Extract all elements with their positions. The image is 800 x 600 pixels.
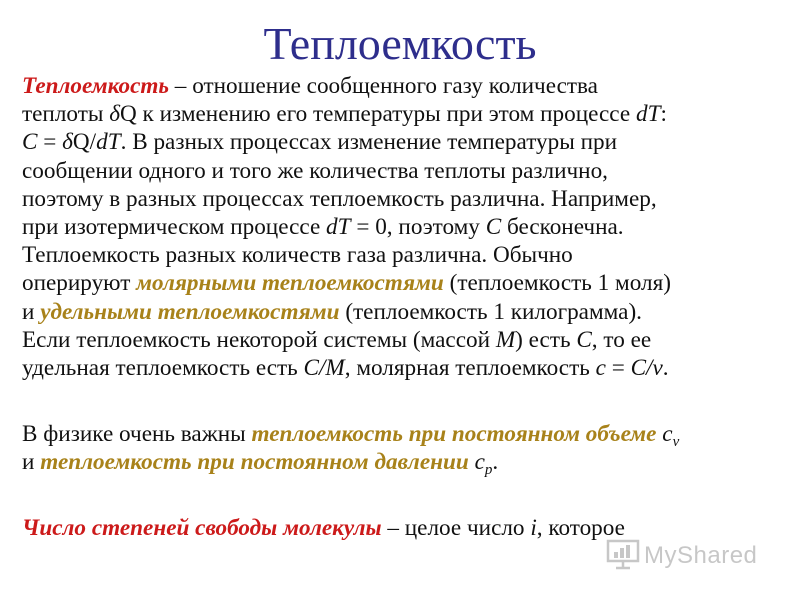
text-line [22,448,792,479]
text-segment: – отношение сообщенного газу количества [169,73,598,99]
math-symbol: δ [109,101,120,128]
math-symbol: c [474,449,485,476]
text-segment: Q к изменению его температуры при этом процессе [119,101,636,128]
text-segment: , то ее [591,326,652,353]
text-segment: оперируют [22,270,137,297]
text-line [22,157,792,185]
text-segment: (теплоемкость 1 моля) [443,270,671,297]
text-segment: (теплоемкость 1 килограмма). [339,298,642,325]
text-line [22,213,792,241]
highlighted-term: теплоемкость при постоянном объеме [251,421,657,448]
presentation-board-icon [606,538,640,575]
text-segment: при изотермическом процессе [22,213,327,240]
blank-line [22,476,792,514]
text-segment: теплоты [22,101,110,128]
text-line [22,298,792,326]
math-symbol: C/M [303,354,345,381]
text-segment: . [492,449,499,476]
watermark [606,538,757,574]
text-line [22,185,792,213]
text-segment: = [605,354,631,381]
slide-title: Теплоемкость [263,18,537,69]
text-line [22,514,792,542]
text-line [22,420,792,451]
text-line [22,241,792,269]
math-symbol: C [485,213,502,240]
text-segment: , которое [536,515,625,542]
math-symbol: c [595,354,606,381]
text-segment: Q/ [72,129,97,156]
math-symbol: C [22,129,38,156]
math-symbol: dT [635,101,661,128]
highlighted-term: Число степеней свободы молекулы [22,515,382,542]
text-line [22,326,792,354]
text-segment: удельная теплоемкость есть [22,354,304,381]
subscript: p [484,462,493,479]
text-segment: ) есть [515,326,577,353]
text-segment: = 0, поэтому [350,213,486,240]
math-symbol: M [495,326,516,353]
text-line [22,100,792,128]
text-line [22,354,792,382]
highlighted-term: теплоемкость при постоянном давлении [40,449,469,476]
math-symbol: dT [326,213,351,240]
text-segment: , молярная теплоемкость [344,354,596,381]
text-segment: и [22,449,41,476]
text-line [22,72,792,100]
blank-line [22,382,792,420]
text-segment: бесконечна. [501,213,624,240]
math-symbol: dT [96,129,121,156]
text-line [22,269,792,297]
text-segment: поэтому в разных процессах теплоемкость различна. Например, [22,185,657,212]
text-segment: – целое число [381,515,531,542]
highlighted-term: удельными теплоемкостями [40,298,340,325]
watermark-text: MyShared [644,542,758,569]
text-segment: . В разных процессах изменение температуры при [120,129,618,156]
text-segment: сообщении одного и того же количества теплоты различно, [22,157,608,184]
text-segment: В физике очень важны [22,421,252,448]
text-line [22,128,792,156]
math-symbol: δ [62,129,73,156]
highlighted-term: молярными теплоемкостями [136,270,444,297]
slide-body [22,72,792,543]
text-segment: Теплоемкость разных количеств газа различна. Обычно [22,242,573,269]
math-symbol: C [576,326,592,353]
text-segment: . [662,354,669,381]
subscript: v [672,434,680,451]
math-symbol: i [530,515,537,542]
highlighted-term: Теплоемкость [22,73,169,99]
math-symbol: C/ν [630,354,663,381]
text-segment: : [660,101,667,128]
text-segment: = [37,129,63,156]
math-symbol: c [662,421,673,448]
text-segment: Если теплоемкость некоторой системы (массой [22,326,496,353]
text-segment: и [22,298,41,325]
